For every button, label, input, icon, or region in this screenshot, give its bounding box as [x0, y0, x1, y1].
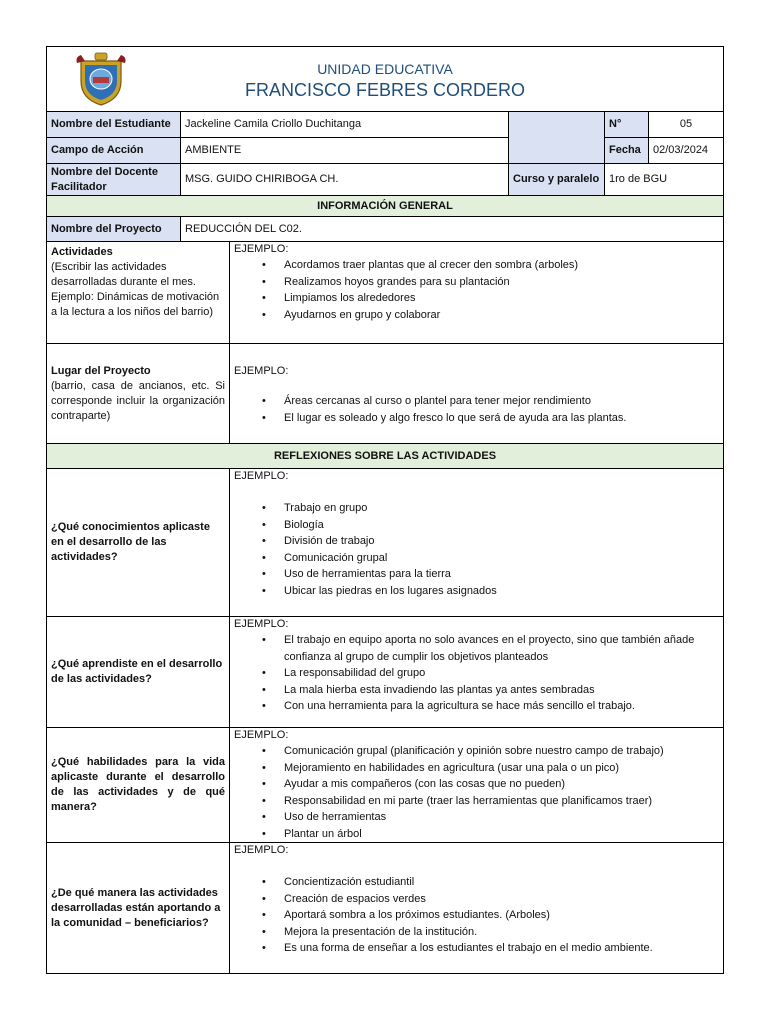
school-line2: FRANCISCO FEBRES CORDERO: [244, 80, 526, 100]
actividades-label-cell: [47, 242, 230, 344]
list-item: • Limpiamos los alrededores: [284, 290, 719, 307]
campo-label: Campo de Acción: [47, 138, 181, 164]
list-item: • Ayudar a mis compañeros (con las cosas que no pueden): [284, 776, 719, 793]
list-item: • Creación de espacios verdes: [284, 891, 719, 908]
q3-list: [234, 743, 719, 842]
list-item: • Ayudarnos en grupo y colaborar: [284, 307, 719, 324]
list-item: • Realizamos hoyos grandes para su plantación: [284, 274, 719, 291]
list-item: • El lugar es soleado y algo fresco lo que será de ayuda ara las plantas.: [284, 410, 719, 427]
q4-example-label: EJEMPLO:: [234, 844, 289, 856]
list-item: • La mala hierba esta invadiendo las plantas ya antes sembradas: [284, 682, 719, 699]
school-crest-icon: [75, 51, 127, 107]
info-general-title: INFORMACIÓN GENERAL: [47, 196, 724, 217]
list-item: • Trabajo en grupo: [284, 500, 719, 517]
list-item: • Áreas cercanas al curso o plantel para tener mejor rendimiento: [284, 393, 719, 410]
list-item: • Es una forma de enseñar a los estudiantes el trabajo en el medio ambiente.: [284, 940, 719, 957]
list-item: • Aportará sombra a los próximos estudiantes. (Arboles): [284, 907, 719, 924]
list-item: • Comunicación grupal: [284, 550, 719, 567]
q3-example-label: EJEMPLO:: [234, 729, 289, 741]
q1-question: ¿Qué conocimientos aplicaste en el desarrollo de las actividades?: [47, 469, 230, 617]
proyecto-label: Nombre del Proyecto: [47, 217, 181, 242]
header-cell: [47, 47, 724, 112]
list-item: • El trabajo en equipo aporta no solo avances en el proyecto, sino que también añade confianza al grupo de cumplir los objetivos planteados: [284, 632, 719, 665]
q3-content: [230, 728, 724, 843]
q4-content: [230, 843, 724, 974]
list-item: • División de trabajo: [284, 533, 719, 550]
lugar-example-label: EJEMPLO:: [234, 365, 289, 377]
blank-shaded-cell: [509, 112, 605, 164]
actividades-content: [230, 242, 724, 344]
docente-value: MSG. GUIDO CHIRIBOGA CH.: [181, 164, 509, 196]
q2-content: [230, 617, 724, 728]
list-item: • La responsabilidad del grupo: [284, 665, 719, 682]
list-item: • Con una herramienta para la agricultura se hace más sencillo el trabajo.: [284, 698, 719, 715]
report-table: [46, 46, 724, 974]
list-item: • Mejora la presentación de la institución.: [284, 924, 719, 941]
list-item: • Acordamos traer plantas que al crecer den sombra (arboles): [284, 257, 719, 274]
actividades-example-label: EJEMPLO:: [234, 243, 289, 255]
curso-value: 1ro de BGU: [605, 164, 724, 196]
lugar-content: [230, 344, 724, 444]
q2-question: ¿Qué aprendiste en el desarrollo de las actividades?: [47, 617, 230, 728]
list-item: • Comunicación grupal (planificación y opinión sobre nuestro campo de trabajo): [284, 743, 719, 760]
actividades-list: [234, 257, 719, 323]
fecha-value: 02/03/2024: [649, 138, 724, 164]
list-item: • Responsabilidad en mi parte (traer las herramientas que planificamos traer): [284, 793, 719, 810]
student-name-label: Nombre del Estudiante: [47, 112, 181, 138]
curso-label: Curso y paralelo: [509, 164, 605, 196]
school-line1: UNIDAD EDUCATIVA: [317, 61, 453, 77]
list-item: • Biología: [284, 517, 719, 534]
q2-list: [234, 632, 719, 715]
reflexiones-title: REFLEXIONES SOBRE LAS ACTIVIDADES: [47, 444, 724, 469]
q4-question: ¿De qué manera las actividades desarrolladas están aportando a la comunidad – beneficiarios?: [47, 843, 230, 974]
list-item: • Ubicar las piedras en los lugares asignados: [284, 583, 719, 600]
actividades-title: Actividades: [51, 246, 113, 258]
q1-example-label: EJEMPLO:: [234, 470, 289, 482]
q2-example-label: EJEMPLO:: [234, 618, 289, 630]
campo-value: AMBIENTE: [181, 138, 509, 164]
q4-list: [234, 874, 719, 957]
number-value: 05: [649, 112, 724, 138]
fecha-label: Fecha: [605, 138, 649, 164]
q3-question: ¿Qué habilidades para la vida aplicaste durante el desarrollo de las actividades y de qué manera?: [47, 728, 230, 843]
list-item: • Mejoramiento en habilidades en agricultura (usar una pala o un pico): [284, 760, 719, 777]
list-item: • Uso de herramientas para la tierra: [284, 566, 719, 583]
docente-label: Nombre del Docente Facilitador: [47, 164, 181, 196]
lugar-list: [234, 393, 719, 426]
lugar-label-cell: [47, 344, 230, 444]
list-item: • Plantar un árbol: [284, 826, 719, 843]
school-name: [51, 56, 719, 102]
proyecto-value: REDUCCIÓN DEL C02.: [181, 217, 724, 242]
list-item: • Concientización estudiantil: [284, 874, 719, 891]
report-sheet: [46, 46, 723, 974]
number-label: N°: [605, 112, 649, 138]
lugar-title: Lugar del Proyecto: [51, 364, 151, 377]
list-item: • Uso de herramientas: [284, 809, 719, 826]
student-name-value: Jackeline Camila Criollo Duchitanga: [181, 112, 509, 138]
q1-content: [230, 469, 724, 617]
lugar-desc: (barrio, casa de ancianos, etc. Si corresponde incluir la organización contraparte): [51, 379, 225, 422]
q1-list: [234, 500, 719, 599]
actividades-desc: (Escribir las actividades desarrolladas durante el mes. Ejemplo: Dinámicas de motivación a la lectura a los niños del barrio): [51, 261, 220, 318]
